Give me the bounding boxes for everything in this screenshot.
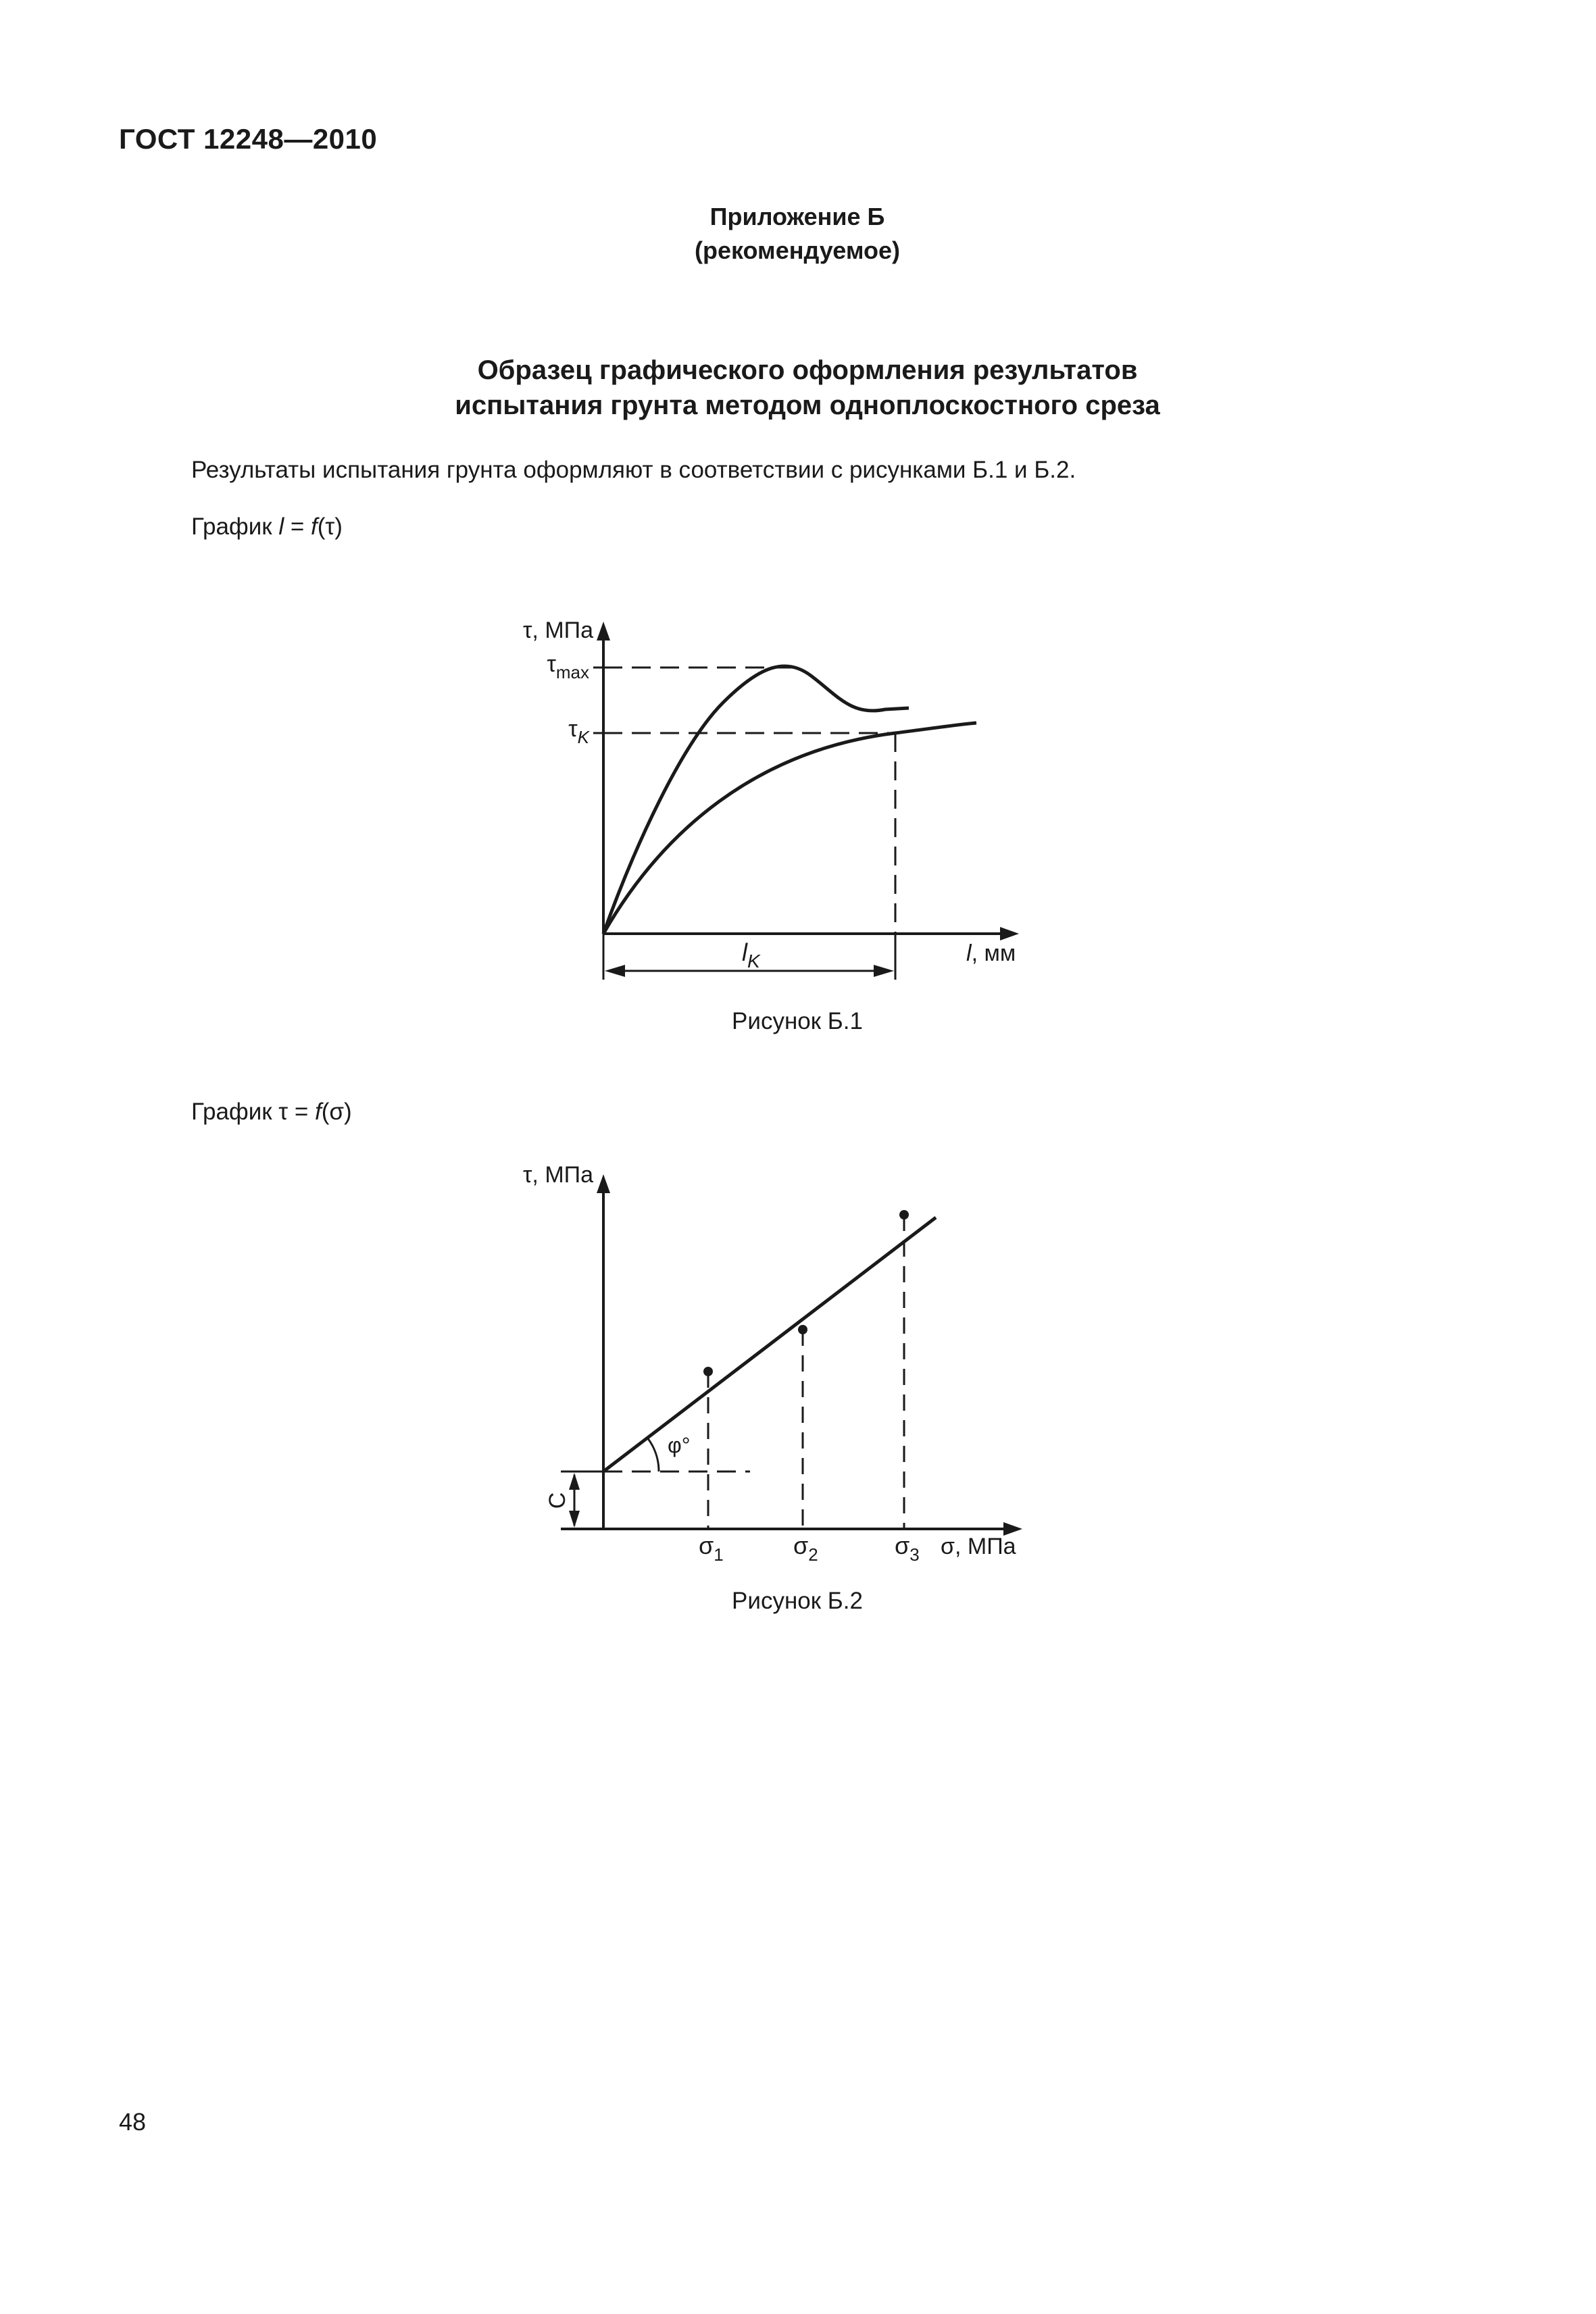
intro-paragraph: Результаты испытания грунта оформляют в соответствии с рисунками Б.1 и Б.2. [191, 457, 1076, 483]
c-label: C [545, 1492, 570, 1509]
figure-b1-caption: Рисунок Б.1 [732, 1008, 863, 1034]
phi-label: φ° [668, 1433, 691, 1457]
data-point-1 [703, 1367, 713, 1376]
tau-k-label: $\tau_K$ [568, 716, 589, 747]
sigma-3-label: $\sigma_3$ [895, 1532, 920, 1565]
annex-title: Приложение Б [709, 203, 885, 230]
lk-label: $l_K$ [742, 938, 760, 972]
y-axis-label: τ, МПа [523, 1162, 593, 1188]
graph-2-label: График τ = f(σ) [191, 1099, 352, 1125]
sigma-2-label: $\sigma_2$ [793, 1532, 818, 1565]
section-heading-line-2: испытания грунта методом одноплоскостного среза [455, 391, 1160, 420]
data-point-3 [899, 1210, 909, 1219]
page-number: 48 [119, 2108, 147, 2136]
sigma-1-label: $\sigma_1$ [699, 1532, 724, 1565]
x-axis-label: l, мм [966, 940, 1016, 966]
data-point-2 [798, 1325, 807, 1334]
y-axis-label: τ, МПа [523, 618, 593, 643]
figure-b2-caption: Рисунок Б.2 [732, 1588, 863, 1614]
x-axis-label: σ, МПа [941, 1534, 1016, 1559]
document-code: ГОСТ 12248—2010 [119, 123, 378, 155]
tau-max-label: $\tau_{max}$ [547, 651, 589, 682]
y-axis-arrow [597, 1174, 610, 1193]
graph-1-label: График l = f(τ) [191, 513, 343, 540]
phi-arc [647, 1438, 659, 1472]
section-heading-line-1: Образец графического оформления результатов [477, 355, 1138, 385]
annex-subtitle: (рекомендуемое) [695, 236, 900, 264]
shear-line [603, 1217, 936, 1472]
